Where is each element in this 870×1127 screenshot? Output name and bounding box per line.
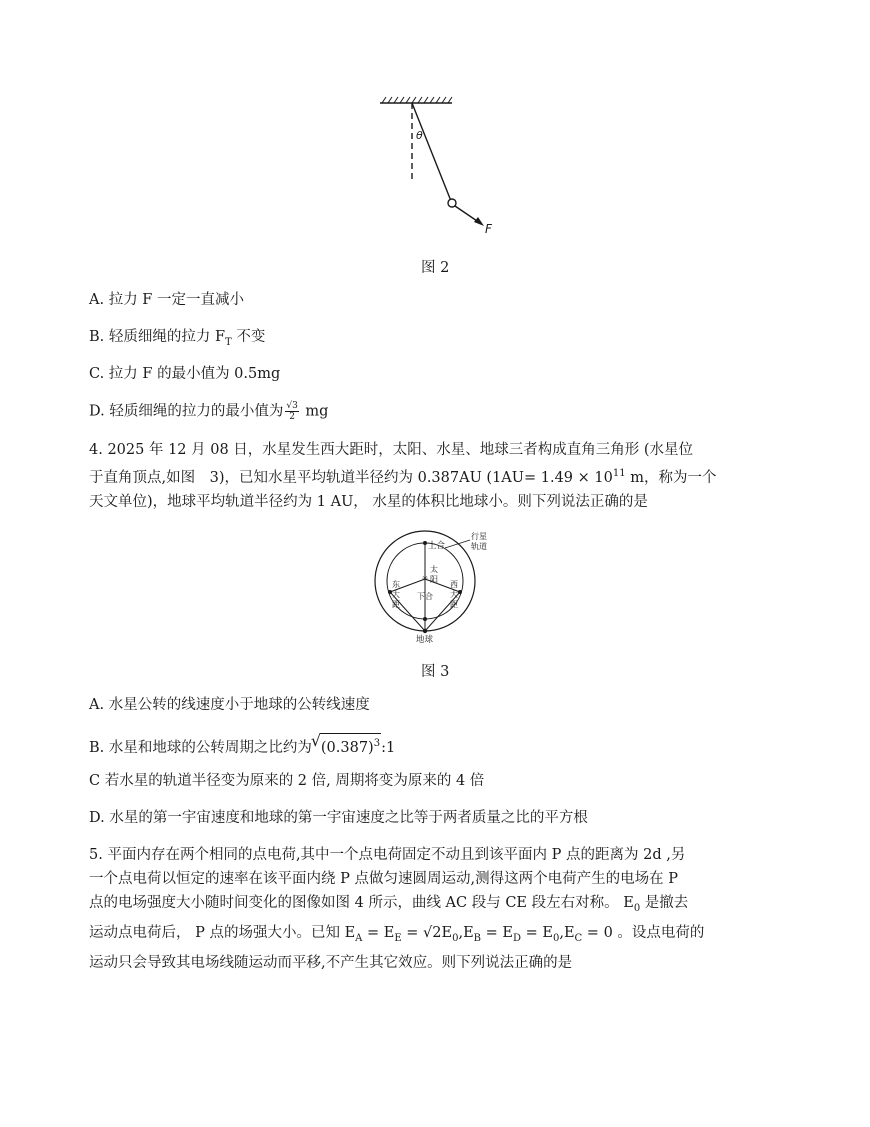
orbit-label-2: 轨道 <box>471 542 487 551</box>
q3-option-c: C. 拉力 F 的最小值为 0.5mg <box>89 366 281 382</box>
sqrt3-over-2-fraction: $\frac{√3}{2}$ <box>286 401 298 422</box>
west-elongation-1: 西 <box>450 580 458 589</box>
figure2-caption: 图 2 <box>421 260 450 276</box>
q4-option-a: A. 水星公转的线速度小于地球的公转线速度 <box>89 697 370 713</box>
figure3-caption: 图 3 <box>421 664 450 680</box>
west-elongation-2: 大 <box>450 590 458 599</box>
q4-stem: 4. 2025 年 12 月 08 日，水星发生西大距时，太阳、水星、地球三者构成直角三角形 (水星位 于直角顶点,如图 3)，已知水星平均轨道半径约为 0.387AU ($1AU= 1.49 \times 10^{11}$ m，称为一个 天文单位)，地球平均轨道半径约为 1 AU， 水星的体积比地球小。则下列说法正确的是 <box>89 442 717 510</box>
orbit-figure <box>370 526 510 644</box>
sun-label-2: 阳 <box>430 575 438 584</box>
top-conjunction-label: 上合 <box>428 541 446 551</box>
west-elongation-3: 距 <box>450 600 458 609</box>
theta-label: θ <box>416 129 423 142</box>
force-label: F <box>485 222 492 236</box>
q5-stem: 5. 平面内存在两个相同的点电荷,其中一个点电荷固定不动且到该平面内 P 点的距离为 2d ,另 一个点电荷以恒定的速率在该平面内绕 P 点做匀速圆周运动,测得这两个电荷产生的电场在 P 点的电场强度大小随时间变化的图像如图 4 所示，曲线 AC 段与 CE 段左右对称。 $E_0$ 是撤去 运动点电荷后， P 点的场强大小。已知 $E_A = E_E = √2E_0,E_B = E_D = E_0,E_C = 0$ 。设点电荷的 运动只会导致其电场线随运动而平移,不产生其它效应。则下列说法正确的是 <box>89 847 705 971</box>
svg-text:✳: ✳ <box>421 574 429 583</box>
earth-label: 地球 <box>416 635 434 644</box>
sqrt-expression: √ $(0.387)^3$ <box>310 731 381 756</box>
q3-option-d: D. 轻质细绳的拉力的最小值为 $\frac{√3}{2}$ mg <box>89 401 329 422</box>
pendulum-figure <box>370 95 510 240</box>
q3-option-b: B. 轻质细绳的拉力 $F_T$ 不变 <box>89 329 266 348</box>
east-elongation-3: 距 <box>392 600 400 609</box>
q4-option-c: C 若水星的轨道半径变为原来的 2 倍, 周期将变为原来的 4 倍 <box>89 773 485 789</box>
east-elongation-2: 大 <box>392 590 400 599</box>
sun-label-1: 太 <box>430 565 438 574</box>
q4-option-b: B. 水星和地球的公转周期之比约为 √ $(0.387)^3:1$ <box>89 731 396 756</box>
bottom-conjunction-label: 下合 <box>417 592 433 601</box>
q3-option-a: A. 拉力 F 一定一直减小 <box>89 292 244 308</box>
east-elongation-1: 东 <box>392 580 400 589</box>
orbit-label-1: 行星 <box>471 532 487 541</box>
q4-option-d: D. 水星的第一宇宙速度和地球的第一宇宙速度之比等于两者质量之比的平方根 <box>89 810 588 826</box>
